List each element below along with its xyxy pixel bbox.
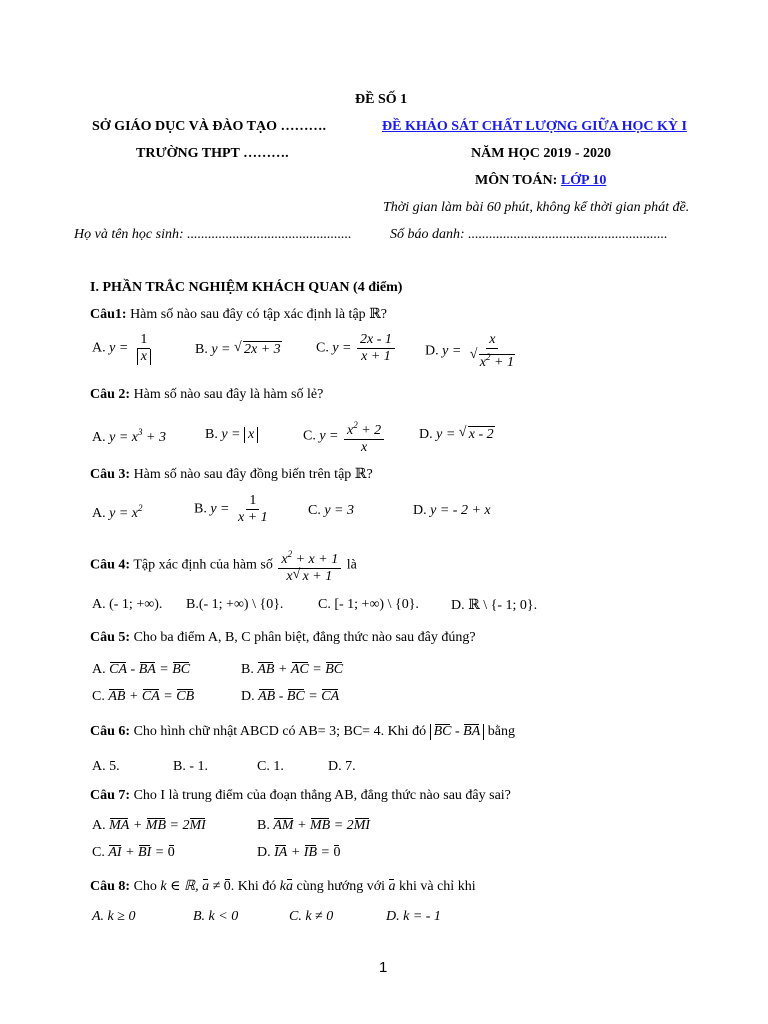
time-note: Thời gian làm bài 60 phút, không kể thời gian phát đề. <box>383 200 690 215</box>
q3-option-c: C. y = 3 <box>308 503 355 518</box>
question-2: Câu 2: Hàm số nào sau đây là hàm số lẻ? <box>90 387 324 402</box>
subject-prefix: MÔN TOÁN: <box>475 173 561 188</box>
section-title: I. PHẦN TRẮC NGHIỆM KHÁCH QUAN (4 điểm) <box>90 280 403 295</box>
exam-number: ĐỀ SỐ 1 <box>355 92 408 107</box>
q4-option-b: B.(- 1; +∞) \ {0}. <box>186 597 284 612</box>
q8-option-a: A. k ≥ 0 <box>92 909 136 924</box>
q5-option-c: C. AB + CA = CB <box>92 689 195 704</box>
q2-option-c: C. y = $\frac{x^2 + 2}{x}$ <box>303 417 386 456</box>
q7-option-a: A. MA + MB = 2MI <box>92 818 206 833</box>
q2-option-a: A. $y = x^3 + 3$ <box>92 427 166 445</box>
q1-option-b: B. y = √ 2x + 3 <box>195 340 281 357</box>
student-name-field: Họ và tên học sinh: ............................................... <box>74 227 352 242</box>
q5-option-b: B. AB + AC = BC <box>241 662 344 677</box>
q8-option-d: D. k = - 1 <box>386 909 441 924</box>
q7-option-b: B. AM + MB = 2MI <box>257 818 371 833</box>
q6-option-c: C. 1. <box>257 759 284 774</box>
department-name: SỞ GIÁO DỤC VÀ ĐÀO TẠO ………. <box>92 119 327 134</box>
q4-option-d: D. ℝ \ {- 1; 0}. <box>451 598 538 613</box>
question-1: Câu1: Hàm số nào sau đây có tập xác định là tập ℝ? <box>90 307 388 322</box>
q1-option-a: A. y = $\frac{1}{x}$ <box>92 332 156 365</box>
q2-option-b: B. y = x <box>205 427 258 443</box>
school-year: NĂM HỌC 2019 - 2020 <box>471 146 611 161</box>
real-set-symbol: ℝ <box>369 307 381 322</box>
school-name: TRƯỜNG THPT ………. <box>136 146 289 161</box>
student-id-field: Số báo danh: ......................................................... <box>390 227 668 242</box>
q3-option-b: B. y = $\frac{1}{x + 1}$ <box>194 493 268 525</box>
subject-class-link[interactable]: LỚP 10 <box>560 173 607 188</box>
q5-option-a: A. CA - BA = BC <box>92 662 191 677</box>
question-5: Câu 5: Cho ba điểm A, B, C phân biệt, đẳng thức nào sau đây đúng? <box>90 630 476 645</box>
question-8: Câu 8: Cho k ∈ ℝ, a ≠ 0. Khi đó ka cùng hướng với a khi và chỉ khi <box>90 879 476 894</box>
subject-line <box>475 173 606 189</box>
q5-option-d: D. AB - BC = CA <box>241 689 340 704</box>
question-3: Câu 3: Hàm số nào sau đây đồng biến trên tập ℝ? <box>90 467 373 482</box>
q3-option-a: A. $y = x^2$ <box>92 503 143 521</box>
exam-title[interactable]: ĐỀ KHẢO SÁT CHẤT LƯỢNG GIỮA HỌC KỲ I <box>382 119 687 134</box>
question-label: Câu1: <box>90 307 127 322</box>
q1-option-d: D. y = x √ $x^2 + 1$ <box>425 332 514 370</box>
q3-option-d: D. y = - 2 + x <box>413 503 491 518</box>
q8-option-b: B. k < 0 <box>193 909 239 924</box>
q8-option-c: C. k ≠ 0 <box>289 909 334 924</box>
question-6: Câu 6: Cho hình chữ nhật ABCD có AB= 3; BC= 4. Khi đó BC - BA bằng <box>90 724 515 739</box>
q7-option-c: C. AI + BI = 0 <box>92 845 175 860</box>
question-text: Hàm số nào sau đây có tập xác định là tập <box>130 307 370 322</box>
question-4: Câu 4: Tập xác định của hàm số $x^2 + x + 1$ x √ x + 1 là <box>90 546 357 585</box>
question-7: Câu 7: Cho I là trung điểm của đoạn thẳng AB, đẳng thức nào sau đây sai? <box>90 788 511 803</box>
q6-option-d: D. 7. <box>328 759 356 774</box>
q7-option-d: D. IA + IB = 0 <box>257 845 341 860</box>
q2-option-d: D. y = √ x - 2 <box>419 425 494 442</box>
q4-option-c: C. [- 1; +∞) \ {0}. <box>318 597 419 612</box>
q4-option-a: A. (- 1; +∞). <box>92 597 163 612</box>
q6-option-b: B. - 1. <box>173 759 208 774</box>
q6-option-a: A. 5. <box>92 759 120 774</box>
page-number: 1 <box>379 959 388 976</box>
q1-option-c: C. y = $\frac{2x - 1}{x + 1}$ <box>316 332 397 365</box>
